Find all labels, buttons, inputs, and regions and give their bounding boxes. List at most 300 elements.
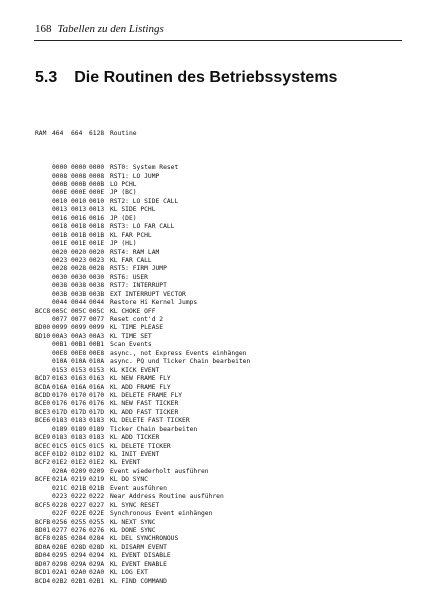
cpc664-address-cell: 016A — [71, 383, 87, 391]
cpc6128-address-cell: 028D — [89, 543, 105, 551]
ram-address-cell — [35, 358, 52, 366]
ram-address-cell — [35, 232, 52, 240]
cpc6128-address-cell: 01E2 — [89, 459, 105, 467]
cpc464-address-cell: 0008 — [52, 172, 68, 180]
cpc664-address-cell: 029A — [71, 560, 87, 568]
cpc464-address-cell: 0163 — [52, 375, 68, 383]
cpc464-address-cell: 0295 — [52, 552, 68, 560]
routine-name-cell: Event wiederholt ausführen — [110, 467, 209, 475]
cpc464-address-cell: 0020 — [52, 248, 68, 256]
table-row — [35, 333, 370, 341]
table-row — [35, 443, 370, 451]
table-row — [35, 206, 370, 214]
cpc6128-address-cell: 001B — [89, 231, 105, 239]
cpc6128-address-cell: 00E8 — [89, 349, 105, 357]
table-row — [35, 578, 370, 586]
table-row — [35, 232, 370, 240]
cpc664-address-cell: 0016 — [71, 214, 87, 222]
cpc464-address-cell: 0077 — [52, 316, 68, 324]
cpc664-address-cell: 000B — [71, 181, 87, 189]
cpc664-address-cell: 0227 — [71, 501, 87, 509]
ram-address-cell — [35, 215, 52, 223]
cpc664-address-cell: 0276 — [71, 526, 87, 534]
cpc664-address-cell: 0008 — [71, 172, 87, 180]
cpc464-address-cell: 0016 — [52, 214, 68, 222]
routine-name-cell: JP (HL) — [110, 240, 137, 248]
routine-name-cell: Scan Events — [110, 341, 152, 349]
table-row — [35, 215, 370, 223]
ram-address-cell — [35, 274, 52, 282]
table-row — [35, 308, 370, 316]
cpc6128-address-cell: 000E — [89, 189, 105, 197]
cpc464-address-cell: 017D — [52, 408, 68, 416]
ram-address-cell — [35, 249, 52, 257]
table-row — [35, 409, 370, 417]
cpc6128-address-cell: 0176 — [89, 400, 105, 408]
cpc464-address-cell: 010A — [52, 358, 68, 366]
routine-name-cell: KL EVENT ENABLE — [110, 560, 167, 568]
ram-address-cell — [35, 189, 52, 197]
cpc464-address-cell: 02A1 — [52, 569, 68, 577]
cpc464-address-cell: 028E — [52, 543, 68, 551]
routine-name-cell: KL DELETE FRAME FLY — [110, 391, 183, 399]
cpc464-address-cell: 0153 — [52, 366, 68, 374]
cpc6128-address-cell: 0183 — [89, 434, 105, 442]
table-row — [35, 527, 370, 535]
cpc464-address-cell: 0256 — [52, 518, 68, 526]
running-title: Tabellen zu den Listings — [57, 23, 164, 35]
table-header-row — [35, 130, 370, 138]
cpc664-address-cell: 0153 — [71, 366, 87, 374]
cpc664-address-cell: 000E — [71, 189, 87, 197]
cpc664-address-cell: 0044 — [71, 299, 87, 307]
ram-address-cell: BCFB — [35, 518, 51, 526]
cpc464-address-cell: 01C5 — [52, 442, 68, 450]
cpc6128-address-cell: 0163 — [89, 375, 105, 383]
cpc664-address-cell: 0255 — [71, 518, 87, 526]
routine-name-cell: KL DELETE FAST TICKER — [110, 417, 190, 425]
table-row — [35, 493, 370, 501]
cpc6128-address-cell: 02B1 — [89, 577, 105, 585]
routine-name-cell: KL DO SYNC — [110, 476, 148, 484]
cpc664-address-cell: 0284 — [71, 535, 87, 543]
cpc464-address-cell: 016A — [52, 383, 68, 391]
ram-address-cell: BCFE — [35, 476, 51, 484]
cpc6128-address-cell: 0077 — [89, 316, 105, 324]
table-row — [35, 282, 370, 290]
cpc664-address-cell: 0176 — [71, 400, 87, 408]
routine-name-cell: Reset cont'd 2 — [110, 316, 164, 324]
table-row — [35, 265, 370, 273]
table-row — [35, 451, 370, 459]
cpc464-address-cell: 0176 — [52, 400, 68, 408]
routine-name-cell: KL SIDE PCHL — [110, 206, 156, 214]
ram-address-cell: BCE3 — [35, 408, 51, 416]
ram-address-cell — [35, 316, 52, 324]
table-row — [35, 367, 370, 375]
cpc464-address-cell: 021A — [52, 476, 68, 484]
table-header-ram: RAM — [35, 129, 47, 137]
cpc464-address-cell: 000B — [52, 181, 68, 189]
ram-address-cell — [35, 257, 52, 265]
cpc6128-address-cell: 0010 — [89, 197, 105, 205]
table-row — [35, 485, 370, 493]
cpc6128-address-cell: 02A0 — [89, 569, 105, 577]
ram-address-cell: BCDA — [35, 383, 51, 391]
routine-name-cell: KL INIT EVENT — [110, 451, 160, 459]
page-number: 168 — [35, 23, 52, 35]
cpc6128-address-cell: 022E — [89, 510, 105, 518]
table-row — [35, 510, 370, 518]
table-row — [35, 223, 370, 231]
section-title: Die Routinen des Betriebssystems — [74, 69, 338, 86]
cpc664-address-cell: 0170 — [71, 391, 87, 399]
cpc664-address-cell: 02B1 — [71, 577, 87, 585]
ram-address-cell — [35, 493, 52, 501]
table-row — [35, 240, 370, 248]
ram-address-cell — [35, 367, 52, 375]
table-row — [35, 502, 370, 510]
cpc6128-address-cell: 00B1 — [89, 341, 105, 349]
table-row — [35, 291, 370, 299]
table-header-664: 664 — [71, 129, 83, 137]
table-row — [35, 324, 370, 332]
table-row — [35, 561, 370, 569]
cpc6128-address-cell: 0099 — [89, 324, 105, 332]
table-row — [35, 400, 370, 408]
routine-name-cell: KL FAR PCHL — [110, 231, 152, 239]
cpc464-address-cell: 0228 — [52, 501, 68, 509]
cpc6128-address-cell: 0016 — [89, 214, 105, 222]
cpc464-address-cell: 00B1 — [52, 341, 68, 349]
section-heading — [35, 68, 337, 88]
routine-name-cell: LO PCHL — [110, 181, 137, 189]
routine-name-cell: RST7: INTERRUPT — [110, 282, 167, 290]
ram-address-cell — [35, 426, 52, 434]
cpc6128-address-cell: 0255 — [89, 518, 105, 526]
cpc464-address-cell: 0038 — [52, 282, 68, 290]
routine-name-cell: KL EVENT DISABLE — [110, 552, 171, 560]
routine-name-cell: KL DONE SYNC — [110, 526, 156, 534]
ram-address-cell: BCF8 — [35, 535, 51, 543]
table-row — [35, 164, 370, 172]
cpc6128-address-cell: 001E — [89, 240, 105, 248]
cpc6128-address-cell: 000B — [89, 181, 105, 189]
ram-address-cell: BCE6 — [35, 417, 51, 425]
table-row — [35, 316, 370, 324]
cpc464-address-cell: 005C — [52, 307, 68, 315]
cpc664-address-cell: 010A — [71, 358, 87, 366]
ram-address-cell: BD00 — [35, 324, 51, 332]
table-header-routine: Routine — [110, 129, 137, 137]
ram-address-cell — [35, 206, 52, 214]
routine-name-cell: KL FAR CALL — [110, 256, 152, 264]
routine-name-cell: KL NEW FAST TICKER — [110, 400, 179, 408]
table-row — [35, 569, 370, 577]
cpc664-address-cell: 0028 — [71, 265, 87, 273]
cpc6128-address-cell: 0209 — [89, 467, 105, 475]
routine-name-cell: KL EVENT — [110, 459, 141, 467]
cpc464-address-cell: 0285 — [52, 535, 68, 543]
cpc664-address-cell: 0023 — [71, 256, 87, 264]
cpc664-address-cell: 01C5 — [71, 442, 87, 450]
routine-name-cell: Event ausführen — [110, 484, 167, 492]
table-row — [35, 257, 370, 265]
cpc6128-address-cell: 0219 — [89, 476, 105, 484]
table-row — [35, 468, 370, 476]
cpc664-address-cell: 01D2 — [71, 451, 87, 459]
cpc6128-address-cell: 005C — [89, 307, 105, 315]
cpc664-address-cell: 021B — [71, 484, 87, 492]
routine-name-cell: KL TIME SET — [110, 332, 152, 340]
table-row — [35, 358, 370, 366]
cpc464-address-cell: 000E — [52, 189, 68, 197]
routine-name-cell: KL FIND COMMAND — [110, 577, 167, 585]
cpc664-address-cell: 00A3 — [71, 332, 87, 340]
routine-name-cell: async., not Express Events einhängen — [110, 349, 247, 357]
ram-address-cell: BCD7 — [35, 375, 51, 383]
ram-address-cell: BD01 — [35, 526, 51, 534]
cpc664-address-cell: 0077 — [71, 316, 87, 324]
routine-name-cell: RST2: LO SIDE CALL — [110, 197, 179, 205]
routine-name-cell: KL ADD FRAME FLY — [110, 383, 171, 391]
cpc6128-address-cell: 0044 — [89, 299, 105, 307]
cpc464-address-cell: 0000 — [52, 164, 68, 172]
routine-name-cell: KL NEW FRAME FLY — [110, 375, 171, 383]
table-row — [35, 434, 370, 442]
cpc664-address-cell: 01E2 — [71, 459, 87, 467]
cpc464-address-cell: 0018 — [52, 223, 68, 231]
routine-name-cell: async. PQ und Ticker Chain bearbeiten — [110, 358, 251, 366]
cpc664-address-cell: 0189 — [71, 425, 87, 433]
cpc464-address-cell: 0298 — [52, 560, 68, 568]
cpc664-address-cell: 0013 — [71, 206, 87, 214]
cpc664-address-cell: 0020 — [71, 248, 87, 256]
cpc6128-address-cell: 0189 — [89, 425, 105, 433]
running-head — [35, 23, 164, 36]
routine-name-cell: Ticker Chain bearbeiten — [110, 425, 198, 433]
ram-address-cell — [35, 299, 52, 307]
ram-address-cell: BCEF — [35, 451, 51, 459]
routine-name-cell: KL DISARM EVENT — [110, 543, 167, 551]
table-row — [35, 426, 370, 434]
cpc464-address-cell: 0030 — [52, 273, 68, 281]
cpc664-address-cell: 0222 — [71, 493, 87, 501]
cpc6128-address-cell: 01D2 — [89, 451, 105, 459]
cpc664-address-cell: 0099 — [71, 324, 87, 332]
cpc6128-address-cell: 0000 — [89, 164, 105, 172]
header-rule — [34, 40, 402, 41]
ram-address-cell — [35, 341, 52, 349]
cpc664-address-cell: 017D — [71, 408, 87, 416]
cpc6128-address-cell: 0153 — [89, 366, 105, 374]
routine-table — [35, 113, 370, 603]
ram-address-cell — [35, 282, 52, 290]
ram-address-cell — [35, 164, 52, 172]
ram-address-cell — [35, 510, 52, 518]
cpc664-address-cell: 02A0 — [71, 569, 87, 577]
cpc664-address-cell: 0209 — [71, 467, 87, 475]
cpc464-address-cell: 0183 — [52, 434, 68, 442]
cpc464-address-cell: 0170 — [52, 391, 68, 399]
table-row — [35, 519, 370, 527]
cpc6128-address-cell: 0284 — [89, 535, 105, 543]
cpc464-address-cell: 0189 — [52, 425, 68, 433]
routine-name-cell: KL ADD FAST TICKER — [110, 408, 179, 416]
cpc664-address-cell: 001B — [71, 231, 87, 239]
cpc464-address-cell: 020A — [52, 467, 68, 475]
cpc464-address-cell: 0023 — [52, 256, 68, 264]
ram-address-cell: BD0A — [35, 543, 51, 551]
cpc664-address-cell: 0030 — [71, 273, 87, 281]
routine-name-cell: RST3: LO FAR CALL — [110, 223, 175, 231]
cpc6128-address-cell: 0038 — [89, 282, 105, 290]
table-row — [35, 341, 370, 349]
ram-address-cell — [35, 240, 52, 248]
table-row — [35, 350, 370, 358]
ram-address-cell: BCD1 — [35, 569, 51, 577]
ram-address-cell: BD04 — [35, 552, 51, 560]
cpc6128-address-cell: 0183 — [89, 417, 105, 425]
cpc664-address-cell: 0183 — [71, 434, 87, 442]
ram-address-cell: BD10 — [35, 332, 51, 340]
routine-name-cell: JP (DE) — [110, 214, 137, 222]
table-body — [35, 164, 370, 586]
routine-name-cell: EXT INTERRUPT VECTOR — [110, 290, 186, 298]
cpc6128-address-cell: 0028 — [89, 265, 105, 273]
cpc6128-address-cell: 010A — [89, 358, 105, 366]
routine-name-cell: RST1: LO JUMP — [110, 172, 160, 180]
ram-address-cell: BD07 — [35, 560, 51, 568]
routine-name-cell: KL ADD TICKER — [110, 434, 160, 442]
cpc664-address-cell: 0038 — [71, 282, 87, 290]
table-row — [35, 375, 370, 383]
cpc664-address-cell: 0294 — [71, 552, 87, 560]
cpc6128-address-cell: 003B — [89, 290, 105, 298]
cpc464-address-cell: 00A3 — [52, 332, 68, 340]
cpc664-address-cell: 028D — [71, 543, 87, 551]
ram-address-cell — [35, 198, 52, 206]
cpc664-address-cell: 0219 — [71, 476, 87, 484]
cpc6128-address-cell: 021B — [89, 484, 105, 492]
cpc464-address-cell: 0099 — [52, 324, 68, 332]
routine-name-cell: KL KICK EVENT — [110, 366, 160, 374]
routine-name-cell: KL SYNC RESET — [110, 501, 160, 509]
ram-address-cell — [35, 223, 52, 231]
table-header-464: 464 — [52, 129, 64, 137]
cpc664-address-cell: 001E — [71, 240, 87, 248]
cpc6128-address-cell: 0222 — [89, 493, 105, 501]
routine-name-cell: RST6: USER — [110, 273, 148, 281]
cpc6128-address-cell: 0008 — [89, 172, 105, 180]
section-number: 5.3 — [35, 69, 58, 86]
ram-address-cell: BCE0 — [35, 400, 51, 408]
ram-address-cell — [35, 468, 52, 476]
cpc664-address-cell: 022E — [71, 510, 87, 518]
routine-name-cell: JP (BC) — [110, 189, 137, 197]
ram-address-cell — [35, 485, 52, 493]
ram-address-cell: BCD4 — [35, 577, 51, 585]
cpc664-address-cell: 003B — [71, 290, 87, 298]
cpc664-address-cell: 00B1 — [71, 341, 87, 349]
table-row — [35, 459, 370, 467]
table-row — [35, 544, 370, 552]
routine-name-cell: RST0: System Reset — [110, 164, 179, 172]
cpc6128-address-cell: 017D — [89, 408, 105, 416]
cpc464-address-cell: 01E2 — [52, 459, 68, 467]
routine-name-cell: Near Address Routine ausführen — [110, 493, 224, 501]
cpc464-address-cell: 01D2 — [52, 451, 68, 459]
cpc464-address-cell: 00E8 — [52, 349, 68, 357]
cpc464-address-cell: 001B — [52, 231, 68, 239]
ram-address-cell: BCC8 — [35, 307, 51, 315]
table-row — [35, 392, 370, 400]
ram-address-cell: BCE9 — [35, 434, 51, 442]
routine-name-cell: KL LOG EXT — [110, 569, 148, 577]
routine-name-cell: RST4: RAM LAM — [110, 248, 160, 256]
cpc6128-address-cell: 0170 — [89, 391, 105, 399]
routine-name-cell: RST5: FIRM JUMP — [110, 265, 167, 273]
table-row — [35, 299, 370, 307]
cpc464-address-cell: 02B2 — [52, 577, 68, 585]
cpc464-address-cell: 022F — [52, 510, 68, 518]
cpc464-address-cell: 003B — [52, 290, 68, 298]
routine-name-cell: KL TIME PLEASE — [110, 324, 164, 332]
cpc464-address-cell: 0010 — [52, 197, 68, 205]
ram-address-cell: BCF2 — [35, 459, 51, 467]
routine-name-cell: KL NEXT SYNC — [110, 518, 156, 526]
cpc6128-address-cell: 01C5 — [89, 442, 105, 450]
ram-address-cell: BCDD — [35, 391, 51, 399]
table-row — [35, 384, 370, 392]
cpc464-address-cell: 021C — [52, 484, 68, 492]
table-row — [35, 552, 370, 560]
cpc6128-address-cell: 0030 — [89, 273, 105, 281]
table-header-6128: 6128 — [89, 129, 105, 137]
cpc6128-address-cell: 029A — [89, 560, 105, 568]
cpc664-address-cell: 0010 — [71, 197, 87, 205]
cpc6128-address-cell: 0020 — [89, 248, 105, 256]
cpc6128-address-cell: 0227 — [89, 501, 105, 509]
cpc664-address-cell: 0000 — [71, 164, 87, 172]
routine-name-cell: KL DEL SYNCHRONOUS — [110, 535, 179, 543]
ram-address-cell — [35, 350, 52, 358]
cpc664-address-cell: 00E8 — [71, 349, 87, 357]
cpc664-address-cell: 0163 — [71, 375, 87, 383]
routine-name-cell: KL CHOKE OFF — [110, 307, 156, 315]
cpc464-address-cell: 0044 — [52, 299, 68, 307]
table-row — [35, 189, 370, 197]
cpc464-address-cell: 0277 — [52, 526, 68, 534]
ram-address-cell: BCF5 — [35, 501, 51, 509]
table-row — [35, 173, 370, 181]
cpc464-address-cell: 0028 — [52, 265, 68, 273]
cpc464-address-cell: 001E — [52, 240, 68, 248]
cpc464-address-cell: 0013 — [52, 206, 68, 214]
cpc6128-address-cell: 0276 — [89, 526, 105, 534]
ram-address-cell — [35, 291, 52, 299]
cpc664-address-cell: 005C — [71, 307, 87, 315]
ram-address-cell — [35, 173, 52, 181]
cpc664-address-cell: 0183 — [71, 417, 87, 425]
table-row — [35, 274, 370, 282]
ram-address-cell — [35, 265, 52, 273]
table-row — [35, 535, 370, 543]
ram-address-cell — [35, 181, 52, 189]
cpc6128-address-cell: 00A3 — [89, 332, 105, 340]
table-row — [35, 198, 370, 206]
cpc464-address-cell: 0223 — [52, 493, 68, 501]
